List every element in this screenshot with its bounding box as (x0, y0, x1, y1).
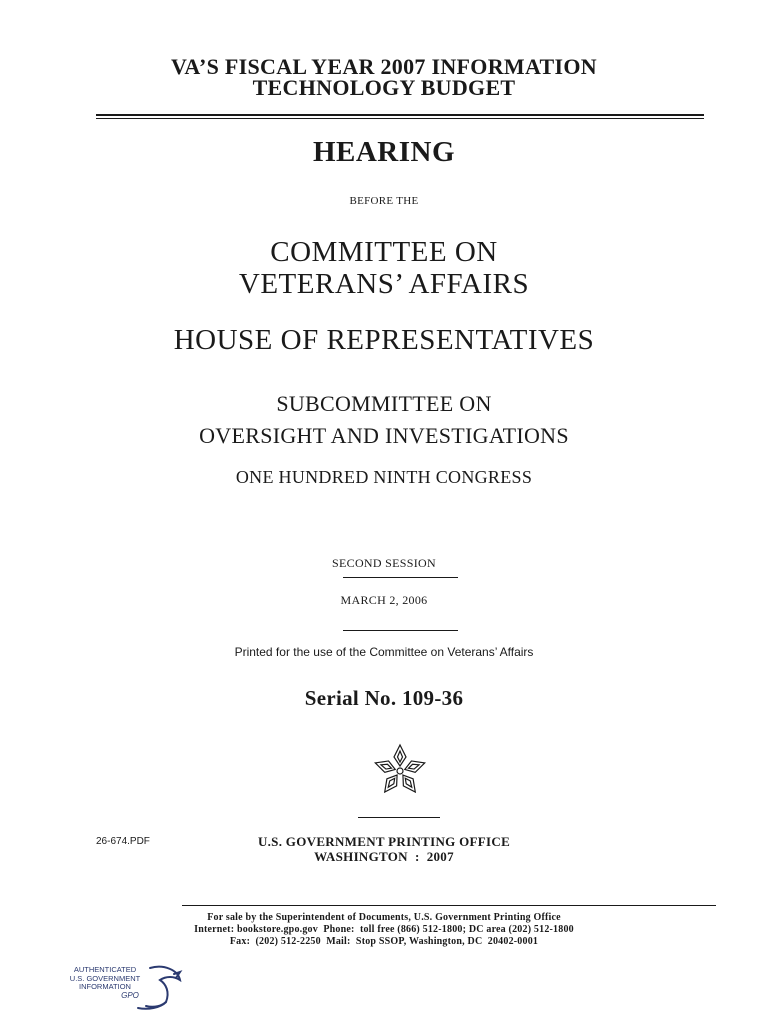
document-title (0, 56, 768, 98)
printed-for-text: Printed for the use of the Committee on Veterans’ Affairs (234, 645, 534, 659)
committee-line-1: COMMITTEE ON (270, 236, 498, 268)
subcommittee-name (0, 388, 768, 452)
hearing-date: MARCH 2, 2006 (340, 593, 428, 607)
committee-name (0, 236, 768, 300)
sale-line-1: For sale by the Superintendent of Documents, U.S. Government Printing Office (207, 912, 561, 923)
gpo-mark: GPO (121, 990, 139, 1000)
auth-line-3: INFORMATION (79, 982, 131, 991)
subcommittee-line-1: SUBCOMMITTEE ON (276, 391, 492, 416)
publisher-block (0, 834, 768, 864)
publisher-line-2: WASHINGTON : 2007 (314, 849, 454, 864)
sale-info-rule (182, 905, 716, 906)
title-line-1: VA’S FISCAL YEAR 2007 INFORMATION (171, 54, 597, 79)
ornament-icon (370, 743, 430, 799)
publisher-line-1: U.S. GOVERNMENT PRINTING OFFICE (257, 834, 511, 849)
pdf-id: 26-674.PDF (96, 836, 150, 847)
house-name: HOUSE OF REPRESENTATIVES (173, 324, 595, 356)
hearing-heading: HEARING (312, 136, 456, 168)
date-rule (343, 630, 458, 631)
committee-line-2: VETERANS’ AFFAIRS (238, 268, 530, 300)
subcommittee-line-2: OVERSIGHT AND INVESTIGATIONS (199, 423, 569, 448)
before-the-text: BEFORE THE (349, 195, 419, 207)
congress-name: ONE HUNDRED NINTH CONGRESS (235, 467, 533, 487)
serial-number: Serial No. 109-36 (304, 686, 464, 710)
sale-line-3: Fax: (202) 512-2250 Mail: Stop SSOP, Washington, DC 20402-0001 (229, 936, 539, 947)
ornament-rule (358, 817, 440, 818)
auth-line-2: U.S. GOVERNMENT (69, 973, 141, 983)
session-rule (343, 577, 458, 578)
auth-line-1: AUTHENTICATED (73, 965, 137, 974)
title-double-rule (96, 114, 704, 119)
title-line-2: TECHNOLOGY BUDGET (252, 75, 516, 100)
sale-line-2: Internet: bookstore.gpo.gov Phone: toll free (866) 512-1800; DC area (202) 512-1800 (194, 924, 574, 935)
authenticated-logo-text (62, 966, 148, 1000)
session-text: SECOND SESSION (332, 556, 436, 570)
sale-info (0, 912, 768, 948)
